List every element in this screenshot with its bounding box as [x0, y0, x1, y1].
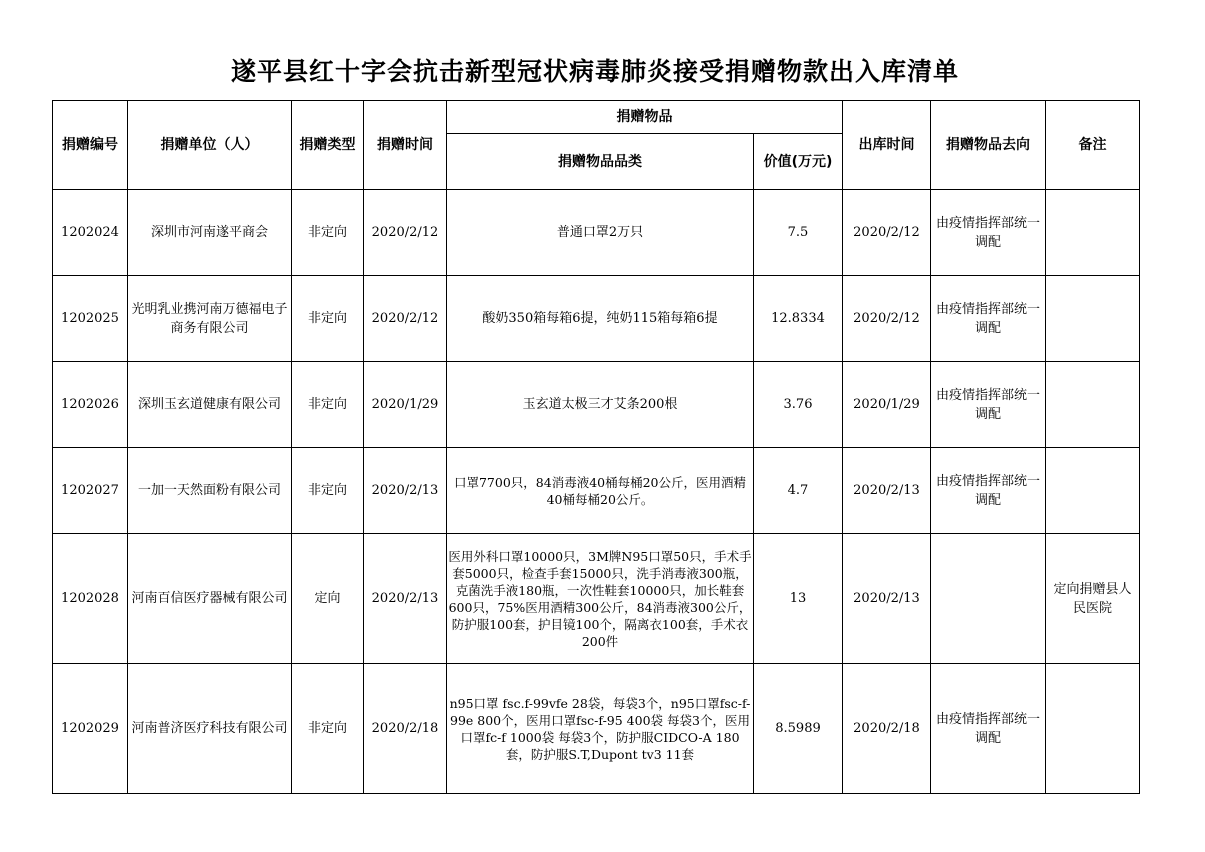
- cell-id: 1202025: [53, 276, 128, 362]
- header-id: 捐赠编号: [53, 101, 128, 190]
- cell-id: 1202028: [53, 534, 128, 664]
- header-date: 捐赠时间: [364, 101, 447, 190]
- cell-value: 3.76: [754, 362, 843, 448]
- cell-out-date: 2020/2/12: [843, 276, 931, 362]
- page-title: 遂平县红十字会抗击新型冠状病毒肺炎接受捐赠物款出入库清单: [230, 57, 959, 86]
- cell-out-date: 2020/2/18: [843, 664, 931, 794]
- cell-donor: 光明乳业携河南万德福电子商务有限公司: [128, 276, 292, 362]
- cell-type: 非定向: [292, 664, 364, 794]
- cell-donor: 深圳市河南遂平商会: [128, 190, 292, 276]
- header-out-date: 出库时间: [843, 101, 931, 190]
- cell-destination: 由疫情指挥部统一调配: [931, 276, 1046, 362]
- cell-date: 2020/2/12: [364, 190, 447, 276]
- cell-out-date: 2020/2/13: [843, 448, 931, 534]
- cell-note: [1046, 362, 1140, 448]
- cell-id: 1202024: [53, 190, 128, 276]
- cell-id: 1202026: [53, 362, 128, 448]
- cell-note: 定向捐赠县人民医院: [1046, 534, 1140, 664]
- header-row: [53, 101, 1140, 134]
- header-goods: 捐赠物品: [447, 101, 843, 134]
- cell-out-date: 2020/1/29: [843, 362, 931, 448]
- cell-category: 玉玄道太极三才艾条200根: [447, 362, 754, 448]
- cell-date: 2020/2/12: [364, 276, 447, 362]
- cell-category: 口罩7700只，84消毒液40桶每桶20公斤，医用酒精40桶每桶20公斤。: [447, 448, 754, 534]
- table-row: [53, 534, 1140, 664]
- cell-destination: 由疫情指挥部统一调配: [931, 190, 1046, 276]
- table-row: [53, 276, 1140, 362]
- cell-category: 酸奶350箱每箱6提，纯奶115箱每箱6提: [447, 276, 754, 362]
- header-destination: 捐赠物品去向: [931, 101, 1046, 190]
- cell-id: 1202029: [53, 664, 128, 794]
- cell-note: [1046, 276, 1140, 362]
- header-type: 捐赠类型: [292, 101, 364, 190]
- table-row: [53, 190, 1140, 276]
- cell-destination: 由疫情指挥部统一调配: [931, 664, 1046, 794]
- cell-note: [1046, 190, 1140, 276]
- cell-category: n95口罩 fsc.f-99vfe 28袋，每袋3个，n95口罩fsc-f-99e 800个，医用口罩fsc-f-95 400袋 每袋3个，医用口罩fc-f 1000袋 每袋3个，防护服CIDCO-A 180套，防护服S.T,Dupont tv3 11套: [447, 664, 754, 794]
- cell-category: 普通口罩2万只: [447, 190, 754, 276]
- cell-note: [1046, 448, 1140, 534]
- header-category: 捐赠物品品类: [447, 134, 754, 190]
- cell-donor: 河南普济医疗科技有限公司: [128, 664, 292, 794]
- cell-type: 非定向: [292, 190, 364, 276]
- cell-destination: [931, 534, 1046, 664]
- cell-date: 2020/2/18: [364, 664, 447, 794]
- cell-value: 13: [754, 534, 843, 664]
- cell-destination: 由疫情指挥部统一调配: [931, 362, 1046, 448]
- donation-table: [52, 100, 1140, 794]
- header-donor: 捐赠单位（人）: [128, 101, 292, 190]
- table-row: [53, 664, 1140, 794]
- cell-note: [1046, 664, 1140, 794]
- cell-out-date: 2020/2/12: [843, 190, 931, 276]
- cell-type: 非定向: [292, 448, 364, 534]
- cell-date: 2020/1/29: [364, 362, 447, 448]
- header-note: 备注: [1046, 101, 1140, 190]
- cell-donor: 一加一天然面粉有限公司: [128, 448, 292, 534]
- cell-category: 医用外科口罩10000只，3M牌N95口罩50只，手术手套5000只，检查手套15000只，洗手消毒液300瓶，克菌洗手液180瓶，一次性鞋套10000只，加长鞋套600只，75%医用酒精300公斤，84消毒液300公斤，防护服100套，护目镜100个，隔离衣100套，手术衣200件: [447, 534, 754, 664]
- cell-type: 定向: [292, 534, 364, 664]
- cell-date: 2020/2/13: [364, 534, 447, 664]
- cell-destination: 由疫情指挥部统一调配: [931, 448, 1046, 534]
- cell-type: 非定向: [292, 276, 364, 362]
- header-value: 价值(万元): [754, 134, 843, 190]
- cell-type: 非定向: [292, 362, 364, 448]
- cell-value: 4.7: [754, 448, 843, 534]
- cell-donor: 河南百信医疗器械有限公司: [128, 534, 292, 664]
- cell-out-date: 2020/2/13: [843, 534, 931, 664]
- cell-id: 1202027: [53, 448, 128, 534]
- table-row: [53, 448, 1140, 534]
- table-row: [53, 362, 1140, 448]
- cell-date: 2020/2/13: [364, 448, 447, 534]
- cell-donor: 深圳玉玄道健康有限公司: [128, 362, 292, 448]
- cell-value: 7.5: [754, 190, 843, 276]
- cell-value: 8.5989: [754, 664, 843, 794]
- cell-value: 12.8334: [754, 276, 843, 362]
